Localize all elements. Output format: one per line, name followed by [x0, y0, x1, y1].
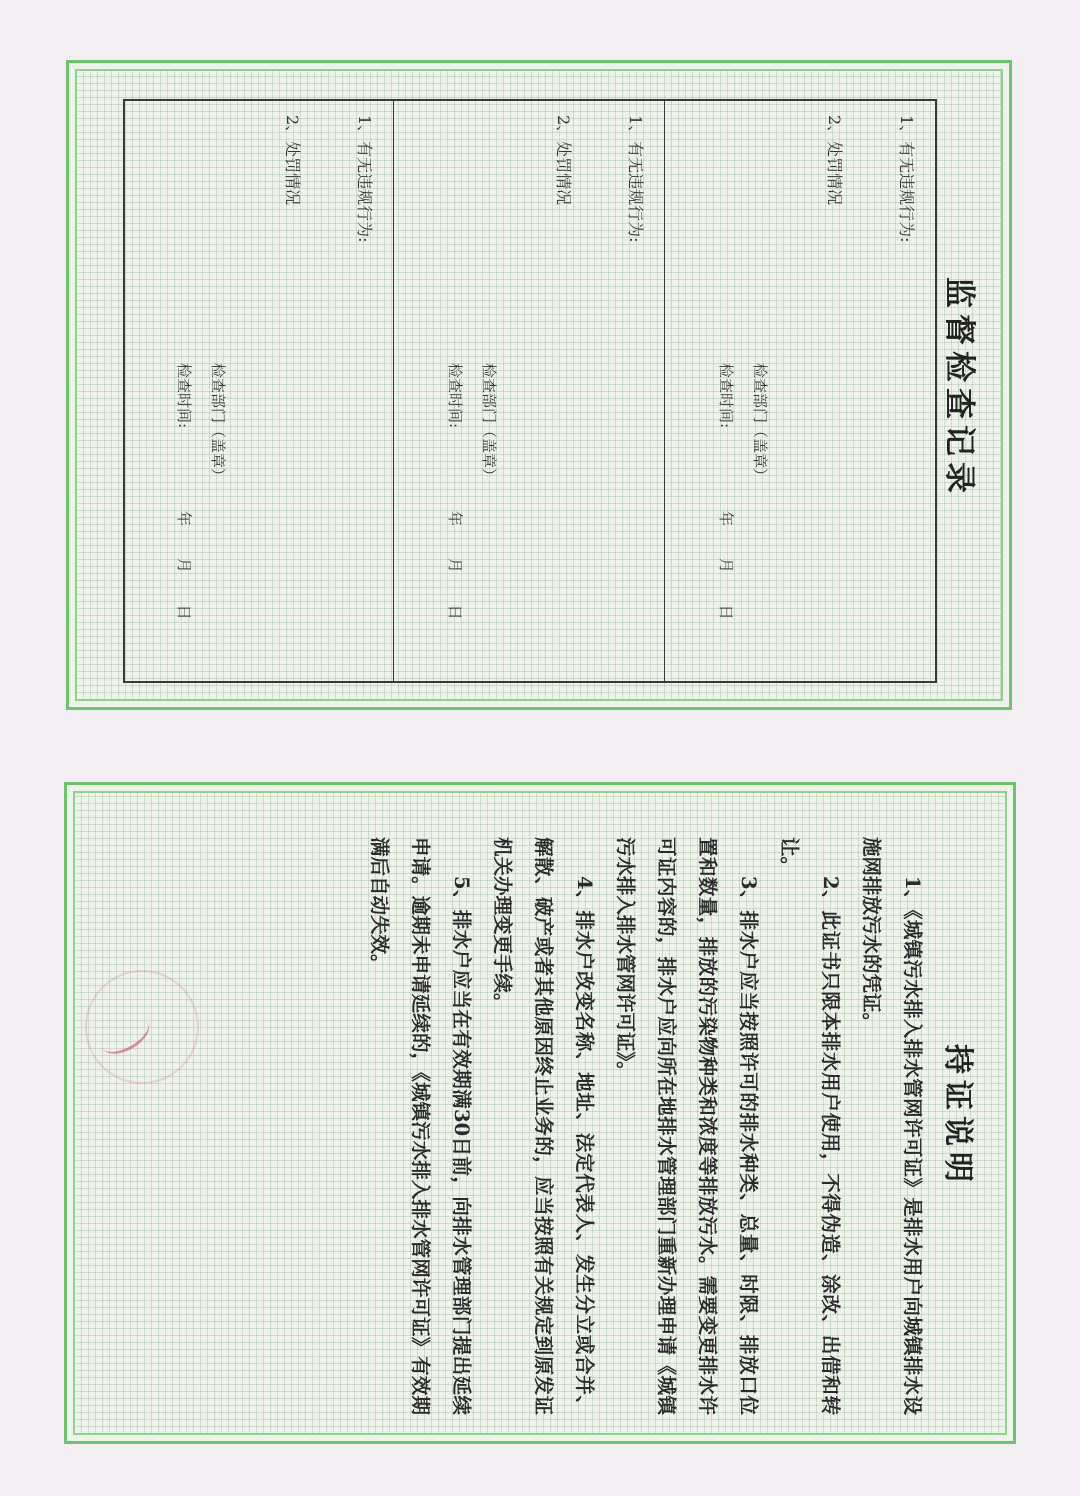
date-day-label: 日	[717, 604, 735, 620]
penalty-label: 2、处罚情况	[283, 115, 302, 206]
inspection-signature-block	[161, 363, 229, 647]
instruction-paragraph: 5、排水户应当在有效期满30日前，向排水管理部门提出延续申请。逾期未申请延续的，《城镇污水排入排水管网许可证》有效期满后自动失效。	[368, 837, 473, 1415]
inspection-dept-label: 检查部门（盖章）	[751, 363, 769, 484]
inspection-section	[393, 101, 664, 681]
date-year-label: 年	[717, 511, 735, 527]
inspection-time-label: 检查时间:	[175, 363, 193, 429]
instruction-paragraph: 2、此证书只限本排水用户使用，不得伪造、涂改、出借和转让。	[778, 837, 842, 1415]
permit-instructions-page	[64, 782, 1016, 1444]
date-month-label: 月	[175, 557, 193, 573]
inspection-time-label: 检查时间:	[717, 363, 735, 429]
date-day-label: 日	[446, 604, 464, 620]
instruction-paragraph: 3、排水户应当按照许可的排水种类、总量、时限、排放口位置和数量，排放的污染物种类和浓度等排放污水。需要变更排水许可证内容的，排水户应向所在地排水管理部门重新办理申请《城镇污水排入排水管网许可证》。	[614, 837, 760, 1415]
date-month-label: 月	[717, 557, 735, 573]
inspection-signature-block	[703, 363, 771, 647]
inspection-section	[122, 101, 393, 681]
instruction-paragraph: 4、排水户改变名称、地址、法定代表人、发生分立或合并、解散、破产或者其他原因终止业务的，应当按照有关规定到原发证机关办理变更手续。	[491, 837, 596, 1415]
violation-question: 1、有无违规行为:	[355, 115, 374, 243]
date-day-label: 日	[175, 604, 193, 620]
instruction-paragraph: 1、《城镇污水排入排水管网许可证》是排水用户向城镇排水设施网排放污水的凭证。	[860, 837, 924, 1415]
violation-question: 1、有无违规行为:	[626, 115, 645, 243]
date-month-label: 月	[446, 557, 464, 573]
permit-instructions-content	[67, 785, 1019, 1447]
violation-question: 1、有无违规行为:	[897, 115, 916, 243]
inspection-record-title: 监督检查记录	[941, 277, 977, 499]
permit-instructions-title: 持证说明	[940, 1044, 975, 1188]
inspection-record-page	[66, 60, 1012, 710]
date-year-label: 年	[446, 511, 464, 527]
date-year-label: 年	[175, 511, 193, 527]
inspection-section	[664, 101, 935, 681]
permit-instructions-body	[359, 837, 933, 1415]
inspection-record-table	[123, 99, 937, 683]
inspection-time-label: 检查时间:	[446, 363, 464, 429]
inspection-record-content	[69, 63, 1015, 713]
inspection-dept-label: 检查部门（盖章）	[209, 363, 227, 484]
penalty-label: 2、处罚情况	[554, 115, 573, 206]
inspection-dept-label: 检查部门（盖章）	[480, 363, 498, 484]
inspection-signature-block	[432, 363, 500, 647]
penalty-label: 2、处罚情况	[825, 115, 844, 206]
